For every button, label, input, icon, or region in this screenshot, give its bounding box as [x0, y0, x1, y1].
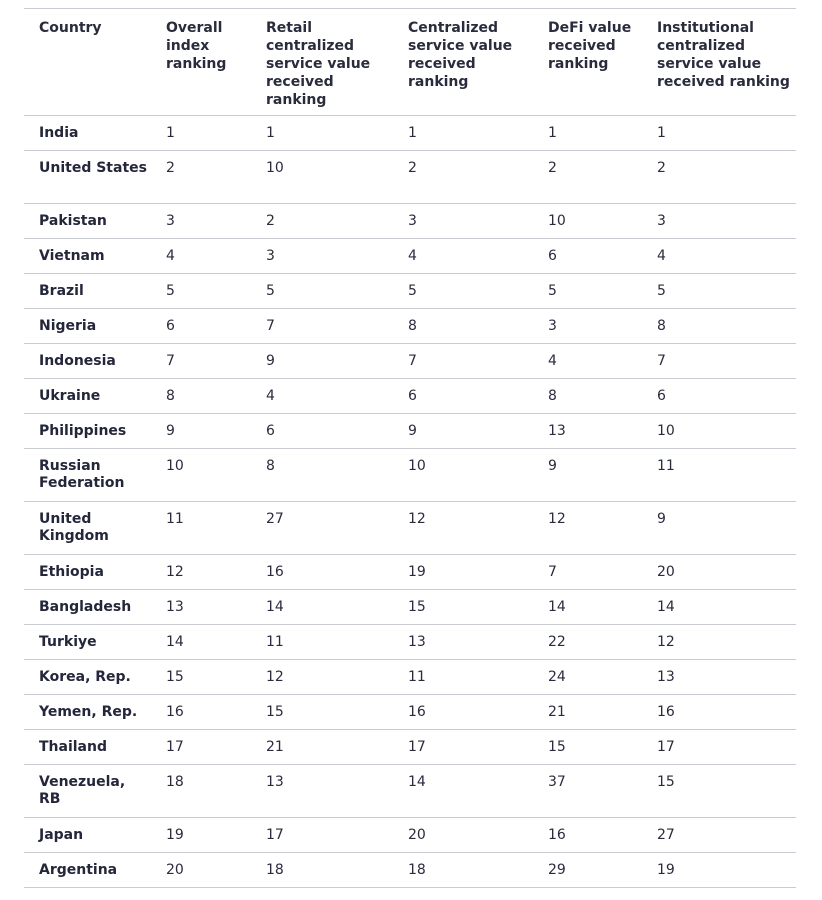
table-row	[24, 414, 796, 449]
table-row	[24, 449, 796, 502]
cell-country: Argentina	[24, 853, 151, 888]
cell-retail: 8	[251, 449, 393, 502]
table-row	[24, 502, 796, 555]
cell-institutional: 12	[642, 625, 796, 660]
cell-retail: 17	[251, 818, 393, 853]
cell-centralized: 7	[393, 344, 533, 379]
cell-institutional: 11	[642, 449, 796, 502]
table-row	[24, 818, 796, 853]
cell-retail: 9	[251, 344, 393, 379]
table-row	[24, 379, 796, 414]
country-ranking-table	[24, 9, 796, 888]
cell-country: Vietnam	[24, 239, 151, 274]
header-country: Country	[24, 9, 151, 116]
cell-overall: 12	[151, 555, 251, 590]
cell-institutional: 15	[642, 765, 796, 818]
cell-defi: 2	[533, 151, 642, 204]
cell-overall: 7	[151, 344, 251, 379]
cell-overall: 11	[151, 502, 251, 555]
cell-defi: 5	[533, 274, 642, 309]
cell-retail: 10	[251, 151, 393, 204]
cell-retail: 7	[251, 309, 393, 344]
cell-overall: 4	[151, 239, 251, 274]
cell-institutional: 3	[642, 204, 796, 239]
table-body	[24, 116, 796, 888]
header-centralized-ranking: Centralized service value received ranking	[393, 9, 533, 116]
table-row	[24, 590, 796, 625]
cell-overall: 20	[151, 853, 251, 888]
cell-country: Pakistan	[24, 204, 151, 239]
cell-institutional: 14	[642, 590, 796, 625]
table-header	[24, 9, 796, 116]
cell-institutional: 7	[642, 344, 796, 379]
cell-overall: 18	[151, 765, 251, 818]
cell-country: Korea, Rep.	[24, 660, 151, 695]
cell-retail: 21	[251, 730, 393, 765]
cell-centralized: 1	[393, 116, 533, 151]
cell-overall: 19	[151, 818, 251, 853]
cell-country: United Kingdom	[24, 502, 151, 555]
cell-retail: 1	[251, 116, 393, 151]
table-row	[24, 274, 796, 309]
cell-overall: 3	[151, 204, 251, 239]
cell-country: United States	[24, 151, 151, 204]
cell-defi: 6	[533, 239, 642, 274]
cell-country: Yemen, Rep.	[24, 695, 151, 730]
table-row	[24, 730, 796, 765]
cell-institutional: 19	[642, 853, 796, 888]
table-row	[24, 309, 796, 344]
cell-country: Ethiopia	[24, 555, 151, 590]
cell-overall: 17	[151, 730, 251, 765]
cell-defi: 14	[533, 590, 642, 625]
cell-retail: 13	[251, 765, 393, 818]
cell-centralized: 14	[393, 765, 533, 818]
cell-centralized: 16	[393, 695, 533, 730]
cell-defi: 7	[533, 555, 642, 590]
cell-centralized: 4	[393, 239, 533, 274]
cell-country: Indonesia	[24, 344, 151, 379]
cell-centralized: 17	[393, 730, 533, 765]
cell-centralized: 5	[393, 274, 533, 309]
cell-institutional: 4	[642, 239, 796, 274]
cell-centralized: 9	[393, 414, 533, 449]
cell-institutional: 2	[642, 151, 796, 204]
table-row	[24, 853, 796, 888]
cell-centralized: 18	[393, 853, 533, 888]
cell-institutional: 6	[642, 379, 796, 414]
cell-country: Russian Federation	[24, 449, 151, 502]
cell-defi: 10	[533, 204, 642, 239]
header-overall-ranking: Overall index ranking	[151, 9, 251, 116]
cell-country: Brazil	[24, 274, 151, 309]
cell-centralized: 2	[393, 151, 533, 204]
cell-centralized: 13	[393, 625, 533, 660]
cell-country: Thailand	[24, 730, 151, 765]
cell-centralized: 3	[393, 204, 533, 239]
table-row	[24, 765, 796, 818]
cell-defi: 22	[533, 625, 642, 660]
cell-centralized: 12	[393, 502, 533, 555]
cell-centralized: 11	[393, 660, 533, 695]
table-row	[24, 344, 796, 379]
cell-defi: 8	[533, 379, 642, 414]
cell-retail: 2	[251, 204, 393, 239]
cell-overall: 5	[151, 274, 251, 309]
cell-retail: 11	[251, 625, 393, 660]
cell-country: Venezuela, RB	[24, 765, 151, 818]
cell-overall: 13	[151, 590, 251, 625]
cell-centralized: 19	[393, 555, 533, 590]
cell-defi: 16	[533, 818, 642, 853]
cell-retail: 12	[251, 660, 393, 695]
cell-country: India	[24, 116, 151, 151]
cell-institutional: 8	[642, 309, 796, 344]
table-row	[24, 204, 796, 239]
cell-institutional: 16	[642, 695, 796, 730]
header-retail-ranking: Retail centralized service value received ranking	[251, 9, 393, 116]
cell-centralized: 8	[393, 309, 533, 344]
cell-overall: 14	[151, 625, 251, 660]
cell-retail: 15	[251, 695, 393, 730]
cell-defi: 9	[533, 449, 642, 502]
cell-retail: 5	[251, 274, 393, 309]
cell-centralized: 6	[393, 379, 533, 414]
cell-defi: 13	[533, 414, 642, 449]
cell-retail: 18	[251, 853, 393, 888]
cell-institutional: 17	[642, 730, 796, 765]
cell-defi: 4	[533, 344, 642, 379]
cell-overall: 8	[151, 379, 251, 414]
cell-country: Japan	[24, 818, 151, 853]
cell-institutional: 20	[642, 555, 796, 590]
table-row	[24, 695, 796, 730]
header-row	[24, 9, 796, 116]
cell-retail: 14	[251, 590, 393, 625]
cell-overall: 6	[151, 309, 251, 344]
cell-defi: 29	[533, 853, 642, 888]
cell-centralized: 15	[393, 590, 533, 625]
cell-institutional: 27	[642, 818, 796, 853]
cell-country: Turkiye	[24, 625, 151, 660]
cell-overall: 1	[151, 116, 251, 151]
cell-defi: 1	[533, 116, 642, 151]
cell-defi: 15	[533, 730, 642, 765]
header-defi-ranking: DeFi value received ranking	[533, 9, 642, 116]
cell-institutional: 10	[642, 414, 796, 449]
cell-overall: 2	[151, 151, 251, 204]
cell-country: Nigeria	[24, 309, 151, 344]
table-row	[24, 116, 796, 151]
cell-overall: 9	[151, 414, 251, 449]
cell-country: Bangladesh	[24, 590, 151, 625]
table-row	[24, 555, 796, 590]
cell-institutional: 13	[642, 660, 796, 695]
header-institutional-ranking: Institutional centralized service value received ranking	[642, 9, 796, 116]
cell-overall: 16	[151, 695, 251, 730]
cell-institutional: 5	[642, 274, 796, 309]
cell-retail: 27	[251, 502, 393, 555]
cell-overall: 15	[151, 660, 251, 695]
cell-retail: 16	[251, 555, 393, 590]
cell-defi: 3	[533, 309, 642, 344]
cell-retail: 4	[251, 379, 393, 414]
table-row	[24, 660, 796, 695]
cell-country: Philippines	[24, 414, 151, 449]
cell-retail: 6	[251, 414, 393, 449]
cell-centralized: 20	[393, 818, 533, 853]
ranking-table-container	[24, 8, 796, 888]
cell-centralized: 10	[393, 449, 533, 502]
cell-country: Ukraine	[24, 379, 151, 414]
table-row	[24, 625, 796, 660]
cell-retail: 3	[251, 239, 393, 274]
cell-defi: 24	[533, 660, 642, 695]
cell-overall: 10	[151, 449, 251, 502]
cell-defi: 37	[533, 765, 642, 818]
cell-institutional: 9	[642, 502, 796, 555]
table-row	[24, 151, 796, 204]
cell-defi: 12	[533, 502, 642, 555]
cell-defi: 21	[533, 695, 642, 730]
table-row	[24, 239, 796, 274]
cell-institutional: 1	[642, 116, 796, 151]
